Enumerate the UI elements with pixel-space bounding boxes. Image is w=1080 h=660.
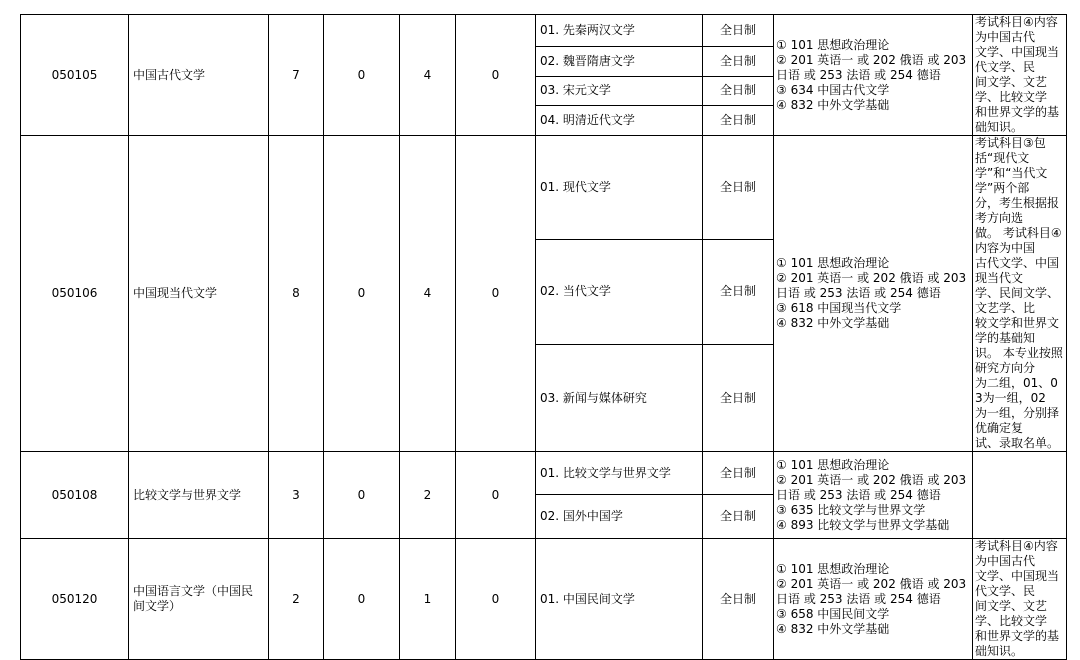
exam-line: 日语 或 253 法语 或 254 德语 — [776, 487, 941, 502]
exam-line: ④ 832 中外文学基础 — [776, 621, 890, 636]
direction-name: 03. 宋元文学 — [536, 76, 703, 106]
exam-line: ① 101 思想政治理论 — [776, 561, 890, 576]
major-name: 中国古代文学 — [129, 15, 269, 136]
direction-name: 01. 中国民间文学 — [536, 539, 703, 660]
direction-name: 01. 先秦两汉文学 — [536, 15, 703, 47]
major-name: 比较文学与世界文学 — [129, 452, 269, 539]
exam-line: ② 201 英语一 或 202 俄语 或 203 — [776, 271, 967, 285]
major-code: 050105 — [21, 15, 129, 136]
remark-line: 文学、中国现当代文学、民 — [975, 569, 1060, 598]
exam-line: 日语 或 253 法语 或 254 德语 — [776, 67, 941, 82]
remark-line: 为一组，分别择优确定复 — [975, 406, 1060, 435]
exam-line: ④ 832 中外文学基础 — [776, 97, 890, 112]
plan-count: 3 — [269, 452, 324, 539]
exam-line: ② 201 英语一 或 202 俄语 或 203 — [776, 52, 967, 67]
major-code: 050106 — [21, 136, 129, 452]
exam-line: ① 101 思想政治理论 — [776, 37, 890, 52]
remark-line: 试、录取名单。 — [975, 436, 1060, 450]
exam-line: ② 201 英语一 或 202 俄语 或 203 — [776, 472, 967, 487]
count-col-3: 2 — [400, 452, 456, 539]
study-mode: 全日制 — [703, 495, 774, 539]
remark-line: 文学、中国现当代文学、民 — [975, 45, 1060, 74]
exam-line: ② 201 英语一 或 202 俄语 或 203 — [776, 576, 967, 591]
major-code: 050108 — [21, 452, 129, 539]
exam-subjects — [774, 452, 973, 539]
exam-subjects — [774, 539, 973, 660]
plan-count: 8 — [269, 136, 324, 452]
admissions-table — [20, 14, 1067, 660]
count-col-3: 4 — [400, 136, 456, 452]
table-row — [21, 15, 1067, 47]
table-row — [21, 136, 1067, 240]
remarks — [973, 15, 1067, 136]
direction-name: 04. 明清近代文学 — [536, 106, 703, 136]
remark-line: 间文学、文艺学、比较文学 — [975, 75, 1048, 104]
study-mode: 全日制 — [703, 106, 774, 136]
count-col-2: 0 — [324, 136, 400, 452]
remarks — [973, 539, 1067, 660]
remark-line: 识。 本专业按照研究方向分 — [975, 346, 1063, 375]
study-mode: 全日制 — [703, 345, 774, 452]
table-row — [21, 539, 1067, 660]
study-mode: 全日制 — [703, 539, 774, 660]
count-col-3: 1 — [400, 539, 456, 660]
study-mode: 全日制 — [703, 136, 774, 240]
remarks — [973, 452, 1067, 539]
exam-line: ① 101 思想政治理论 — [776, 457, 890, 472]
remark-line: 和世界文学的基础知识。 — [975, 629, 1060, 658]
major-name-line: 中国语言文学（中国民 — [133, 584, 254, 598]
direction-name: 03. 新闻与媒体研究 — [536, 345, 703, 452]
count-col-4: 0 — [456, 452, 536, 539]
major-name-line: 间文学） — [133, 599, 182, 613]
remark-line: 较文学和世界文学的基础知 — [975, 316, 1060, 345]
plan-count: 7 — [269, 15, 324, 136]
table-row — [21, 452, 1067, 495]
remark-line: 分，考生根据报考方向选 — [975, 196, 1060, 225]
exam-line: ④ 893 比较文学与世界文学基础 — [776, 517, 950, 532]
exam-subjects — [774, 136, 973, 452]
count-col-2: 0 — [324, 452, 400, 539]
exam-line: ③ 635 比较文学与世界文学 — [776, 502, 926, 517]
study-mode: 全日制 — [703, 452, 774, 495]
direction-name: 02. 魏晋隋唐文学 — [536, 46, 703, 76]
plan-count: 2 — [269, 539, 324, 660]
remark-line: 学”和“当代文学”两个部 — [975, 166, 1048, 195]
remark-line: 做。 考试科目④内容为中国 — [975, 226, 1062, 255]
study-mode: 全日制 — [703, 46, 774, 76]
count-col-4: 0 — [456, 15, 536, 136]
count-col-3: 4 — [400, 15, 456, 136]
exam-line: 日语 或 253 法语 或 254 德语 — [776, 591, 941, 606]
direction-name: 01. 比较文学与世界文学 — [536, 452, 703, 495]
study-mode: 全日制 — [703, 76, 774, 106]
count-col-2: 0 — [324, 539, 400, 660]
exam-line: ① 101 思想政治理论 — [776, 256, 890, 270]
remark-line: 考试科目④内容为中国古代 — [975, 539, 1058, 568]
exam-line: ③ 618 中国现当代文学 — [776, 301, 902, 315]
major-name — [129, 539, 269, 660]
direction-name: 01. 现代文学 — [536, 136, 703, 240]
direction-name: 02. 国外中国学 — [536, 495, 703, 539]
remark-line: 间文学、文艺学、比较文学 — [975, 599, 1048, 628]
major-name: 中国现当代文学 — [129, 136, 269, 452]
exam-line: ③ 658 中国民间文学 — [776, 606, 890, 621]
study-mode: 全日制 — [703, 15, 774, 47]
exam-line: 日语 或 253 法语 或 254 德语 — [776, 286, 941, 300]
exam-line: ④ 832 中外文学基础 — [776, 316, 890, 330]
study-mode: 全日制 — [703, 239, 774, 344]
remark-line: 为二组，01、03为一组，02 — [975, 376, 1058, 405]
remarks — [973, 136, 1067, 452]
count-col-2: 0 — [324, 15, 400, 136]
remark-line: 古代文学、中国现当代文 — [975, 256, 1060, 285]
remark-line: 考试科目③包括“现代文 — [975, 136, 1046, 165]
remark-line: 和世界文学的基础知识。 — [975, 105, 1060, 134]
direction-name: 02. 当代文学 — [536, 239, 703, 344]
count-col-4: 0 — [456, 539, 536, 660]
major-code: 050120 — [21, 539, 129, 660]
remark-line: 考试科目④内容为中国古代 — [975, 15, 1058, 44]
exam-subjects — [774, 15, 973, 136]
remark-line: 学、民间文学、文艺学、比 — [975, 286, 1060, 315]
count-col-4: 0 — [456, 136, 536, 452]
exam-line: ③ 634 中国古代文学 — [776, 82, 890, 97]
